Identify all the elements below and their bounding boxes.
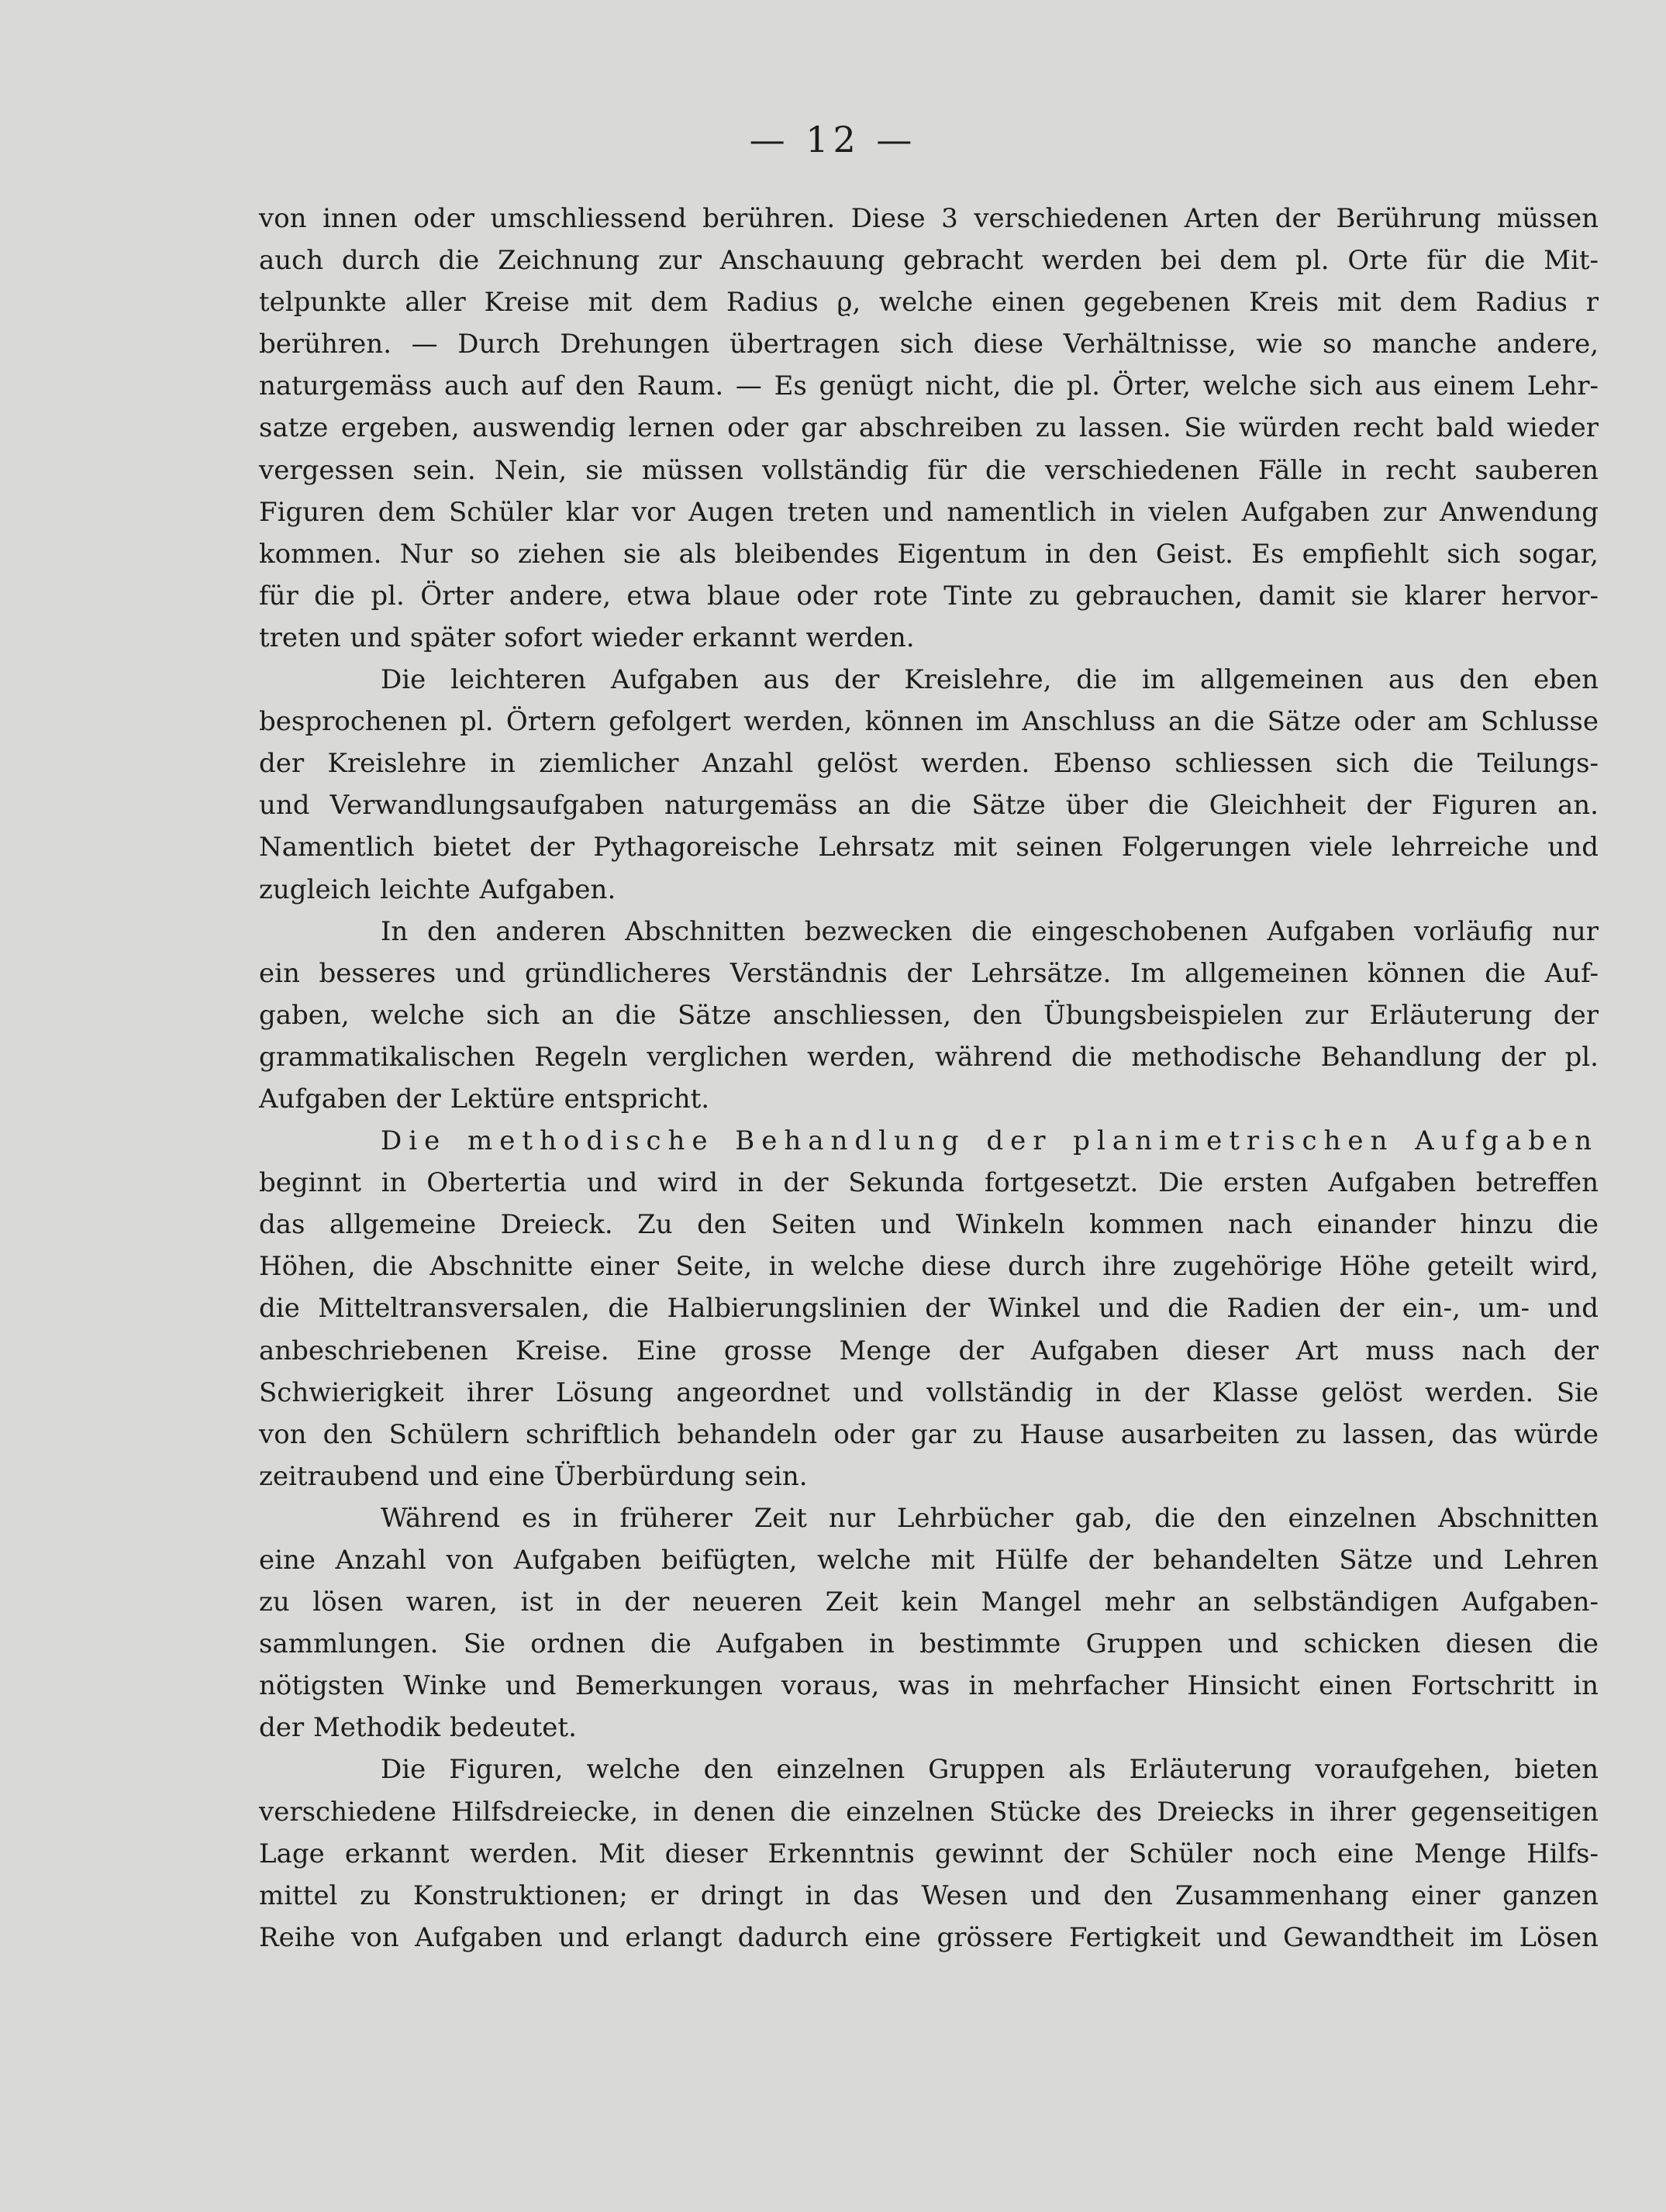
- text-line: Während es in früherer Zeit nur Lehrbücher gab, die den einzelnen Abschnitten: [381, 1502, 1599, 1534]
- text-line: grammatikalischen Regeln verglichen werden, während die methodische Behandlung der pl.: [259, 1041, 1599, 1073]
- text-line: eine Anzahl von Aufgaben beifügten, welche mit Hülfe der behandelten Sätze und Lehren: [259, 1545, 1599, 1576]
- text-line: kommen. Nur so ziehen sie als bleibendes Eigentum in den Geist. Es empfiehlt sich sogar,: [259, 538, 1599, 570]
- text-line: satze ergeben, auswendig lernen oder gar abschreiben zu lassen. Sie würden recht bald wieder: [259, 412, 1599, 444]
- text-line: Reihe von Aufgaben und erlangt dadurch eine grössere Fertigkeit und Gewandtheit im Lösen: [259, 1921, 1599, 1953]
- text-line: verschiedene Hilfsdreiecke, in denen die einzelnen Stücke des Dreiecks in ihrer gegenseitigen: [259, 1796, 1599, 1828]
- text-line: der Methodik bedeutet.: [259, 1712, 577, 1744]
- text-line: Die leichteren Aufgaben aus der Kreislehre, die im allgemeinen aus den eben: [381, 664, 1599, 696]
- text-line: Figuren dem Schüler klar vor Augen treten und namentlich in vielen Aufgaben zur Anwendung: [259, 496, 1599, 528]
- text-line: von innen oder umschliessend berühren. Diese 3 verschiedenen Arten der Berührung müssen: [259, 203, 1599, 234]
- paragraph: [259, 659, 1599, 911]
- text-line: beginnt in Obertertia und wird in der Sekunda fortgesetzt. Die ersten Aufgaben betreffen: [259, 1167, 1599, 1199]
- text-line: berühren. — Durch Drehungen übertragen sich diese Verhältnisse, wie so manche andere,: [259, 329, 1599, 360]
- text-line: zu lösen waren, ist in der neueren Zeit kein Mangel mehr an selbständigen Aufgaben-: [259, 1587, 1599, 1618]
- text-line: der Kreislehre in ziemlicher Anzahl gelöst werden. Ebenso schliessen sich die Teilungs-: [259, 748, 1599, 780]
- text-line: treten und später sofort wieder erkannt werden.: [259, 622, 915, 653]
- text-line: nötigsten Winke und Bemerkungen voraus, was in mehrfacher Hinsicht einen Fortschritt in: [259, 1670, 1599, 1702]
- text-line: von den Schülern schriftlich behandeln oder gar zu Hause ausarbeiten zu lassen, das würde: [259, 1418, 1599, 1450]
- text-line: vergessen sein. Nein, sie müssen vollständig für die verschiedenen Fälle in recht sauberen: [259, 454, 1599, 486]
- text-line: zeitraubend und eine Überbürdung sein.: [259, 1460, 808, 1492]
- text-line: telpunkte aller Kreise mit dem Radius ϱ, welche einen gegebenen Kreis mit dem Radius r: [259, 287, 1599, 319]
- text-line: naturgemäss auch auf den Raum. — Es genügt nicht, die pl. Örter, welche sich aus einem Lehr-: [259, 370, 1599, 402]
- text-line: Höhen, die Abschnitte einer Seite, in welche diese durch ihre zugehörige Höhe geteilt wird,: [259, 1251, 1599, 1283]
- text-line: ein besseres und gründlicheres Verständnis der Lehrsätze. Im allgemeinen können die Auf-: [259, 957, 1599, 989]
- page-number: — 12 —: [749, 119, 917, 160]
- paragraph: [259, 911, 1599, 1120]
- text-line: Namentlich bietet der Pythagoreische Lehrsatz mit seinen Folgerungen viele lehrreiche und: [259, 832, 1599, 863]
- text-line: zugleich leichte Aufgaben.: [259, 873, 616, 905]
- text-line: besprochenen pl. Örtern gefolgert werden, können im Anschluss an die Sätze oder am Schlusse: [259, 706, 1599, 738]
- text-line: das allgemeine Dreieck. Zu den Seiten und Winkeln kommen nach einander hinzu die: [259, 1209, 1599, 1241]
- text-line: mittel zu Konstruktionen; er dringt in das Wesen und den Zusammenhang einer ganzen: [259, 1880, 1599, 1911]
- text-line: Aufgaben der Lektüre entspricht.: [259, 1083, 710, 1115]
- text-line: Schwierigkeit ihrer Lösung angeordnet und vollständig in der Klasse gelöst werden. Sie: [259, 1376, 1599, 1408]
- paragraph: [259, 1497, 1599, 1749]
- text-line: auch durch die Zeichnung zur Anschauung gebracht werden bei dem pl. Orte für die Mit-: [259, 245, 1599, 277]
- paragraph: [259, 1120, 1599, 1497]
- text-line: die Mitteltransversalen, die Halbierungslinien der Winkel und die Radien der ein-, um- und: [259, 1293, 1599, 1325]
- text-line: Die Figuren, welche den einzelnen Gruppen als Erläuterung voraufgehen, bieten: [381, 1754, 1599, 1786]
- text-line: Lage erkannt werden. Mit dieser Erkenntnis gewinnt der Schüler noch eine Menge Hilfs-: [259, 1838, 1599, 1869]
- text-line: für die pl. Örter andere, etwa blaue oder rote Tinte zu gebrauchen, damit sie klarer hervor-: [259, 580, 1599, 612]
- text-line: sammlungen. Sie ordnen die Aufgaben in bestimmte Gruppen und schicken diesen die: [259, 1628, 1599, 1660]
- text-line: anbeschriebenen Kreise. Eine grosse Menge der Aufgaben dieser Art muss nach der: [259, 1335, 1599, 1366]
- paragraph: [259, 198, 1599, 659]
- text-line: Die methodische Behandlung der planimetrischen Aufgaben: [381, 1125, 1599, 1157]
- text-line: In den anderen Abschnitten bezwecken die eingeschobenen Aufgaben vorläufig nur: [381, 915, 1599, 947]
- paragraph: [259, 1749, 1599, 1958]
- text-line: gaben, welche sich an die Sätze anschliessen, den Übungsbeispielen zur Erläuterung der: [259, 999, 1599, 1031]
- body-text: [259, 198, 1599, 1959]
- text-line: und Verwandlungsaufgaben naturgemäss an die Sätze über die Gleichheit der Figuren an.: [259, 790, 1599, 822]
